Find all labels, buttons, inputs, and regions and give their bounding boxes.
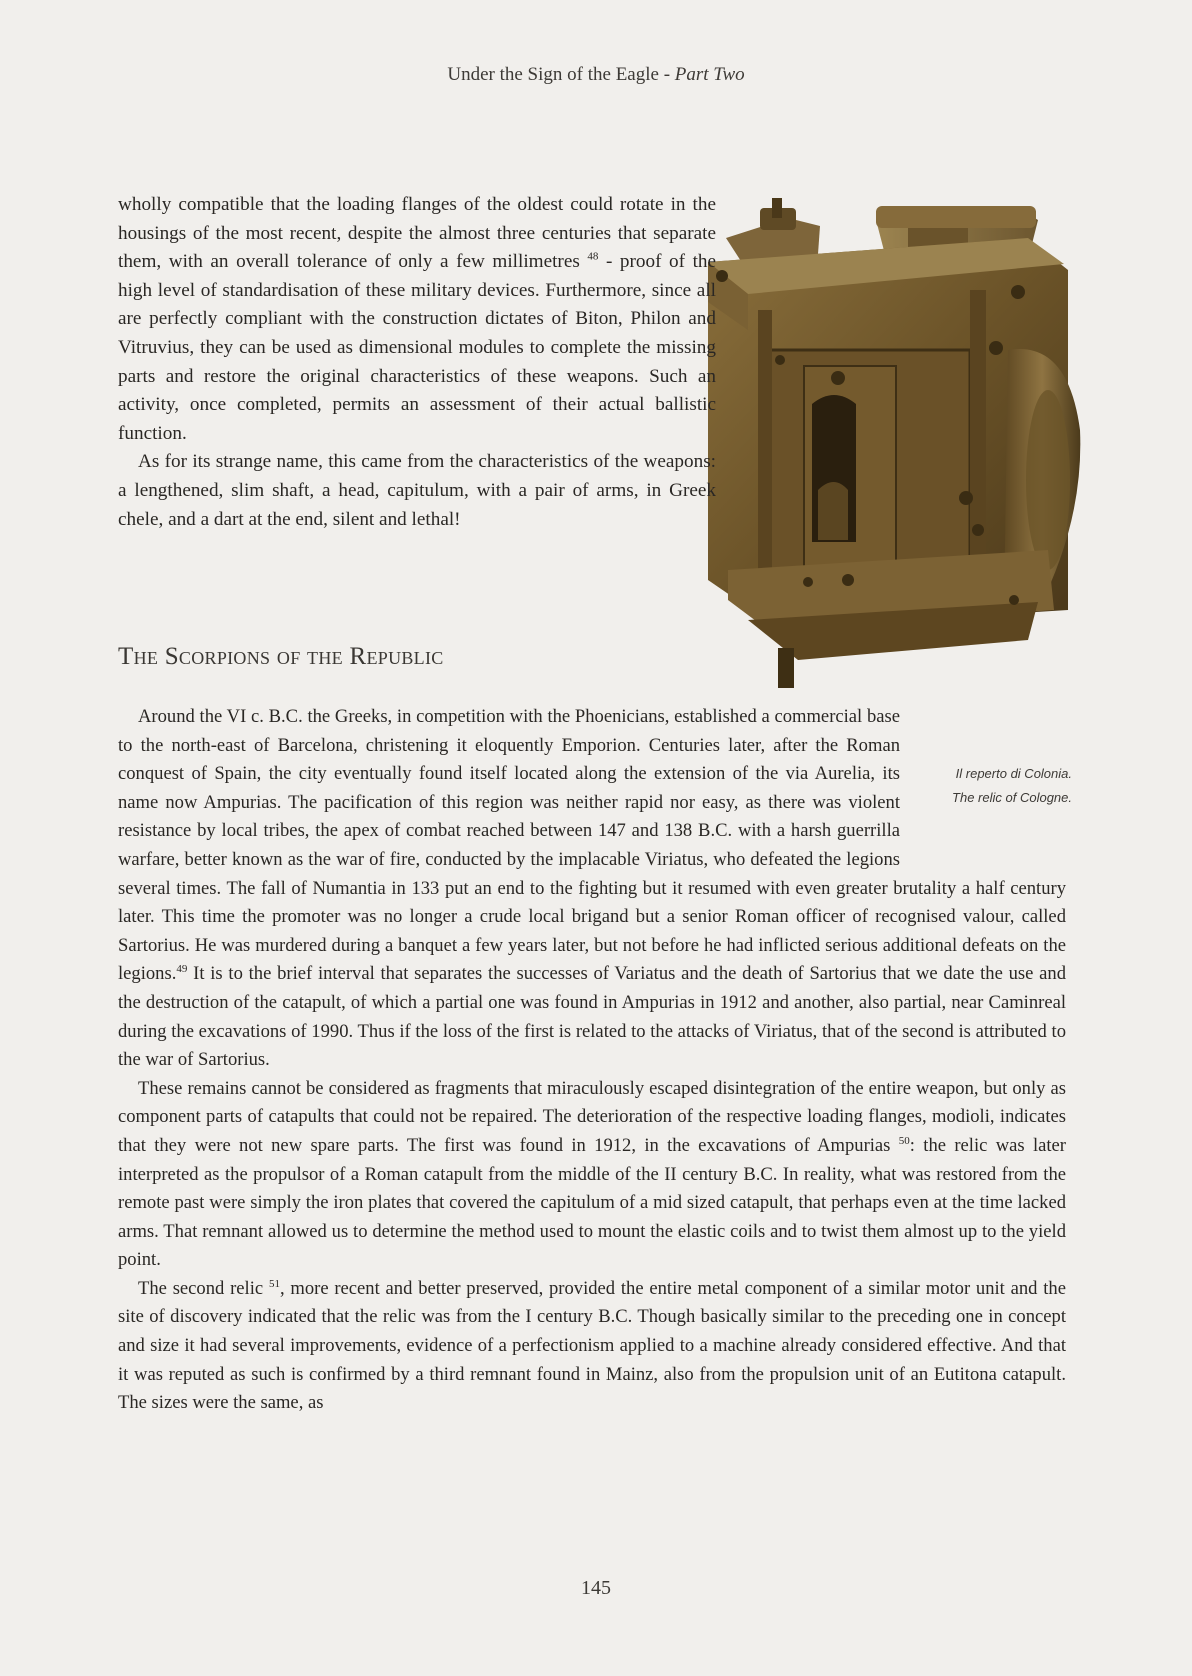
text-run: These remains cannot be considered as fragments that miraculously escaped disintegration of the entire weapon, but only as component parts of catapults that could not be repaired. The deterioration of the respective loading flanges, modioli, indicates that they were not new spare parts. The first was found in 1912, in the excavations of Ampurias <box>118 1077 1066 1156</box>
top-column-text <box>118 191 716 534</box>
catapult-relic-illustration <box>708 190 1136 715</box>
paragraph <box>118 191 716 448</box>
footnote-ref: 51 <box>268 1277 280 1290</box>
part-label: Part Two <box>674 64 745 85</box>
section-heading: The Scorpions of the Republic <box>118 643 444 670</box>
footnote-ref: 50 <box>898 1134 910 1147</box>
text-run: Around the VI c. B.C. the Greeks, in competition with the Phoenicians, established a commercial base to the north-east of Barcelona, christening it eloquently Emporion. Centuries later, after the Roman conquest of Spain, the city eventually found itself located along the extension of the via Aurelia, its name now Ampurias. The pacification of this region was neither rapid nor easy, as there was violent resistance by local tribes, the apex of combat reached between 147 and 138 B.C. with a harsh guerrilla warfare, better known as the war of fire, conducted by the implacable Viriatus, who defeated the legions several times. The fall of Numantia in 133 put an end to the fighting but it resumed with even greater brutality a half century later. This time the promoter was no longer a crude local brigand but a senior Roman officer of recognised valour, called Sartorius. He was murdered during a banquet a few years later, but not before he had inflicted serious additional defeats on the legions. <box>118 706 1066 985</box>
text-run: It is to the brief interval that separates the successes of Variatus and the death of Sartorius that we date the use and the destruction of the catapult, of which a partial one was found in Ampurias in 1912 and another, also partial, near Caminreal during the excavations of 1990. Thus if the loss of the first is related to the attacks of Viriatus, that of the second is attributed to the war of Sartorius. <box>118 963 1066 1071</box>
paragraph <box>118 1075 1066 1275</box>
page-number: 145 <box>581 1577 611 1599</box>
footnote-ref: 49 <box>176 963 188 976</box>
footnote-ref: 48 <box>587 250 599 263</box>
running-head-separator: - <box>663 64 671 85</box>
paragraph <box>118 1275 1066 1418</box>
body-text <box>118 703 1066 1418</box>
catapult-relic-photo <box>708 190 1136 715</box>
running-head <box>0 64 1192 86</box>
book-title: Under the Sign of the Eagle <box>447 64 659 85</box>
paragraph: As for its strange name, this came from the characteristics of the weapons: a lengthened, slim shaft, a head, capitulum, with a pair of arms, in Greek chele, and a dart at the end, silent and lethal! <box>118 451 716 530</box>
text-run: , more recent and better preserved, provided the entire metal component of a similar motor unit and the site of discovery indicated that the relic was from the I century B.C. Though basically similar to the preceding one in concept and size it had several improvements, evidence of a perfectionism applied to a machine already considered effective. And that it was reputed as such is confirmed by a third remnant found in Mainz, also from the propulsion unit of an Eutitona catapult. The sizes were the same, as <box>118 1277 1066 1414</box>
caption-gutter <box>900 703 1066 857</box>
text-run: : the relic was later interpreted as the propulsor of a Roman catapult from the middle of the II century B.C. In reality, what was restored from the remote past were simply the iron plates that covered the capitulum of a mid sized catapult, that perhaps even at the time lacked arms. That remnant allowed us to determine the method used to mount the elastic coils and to twist them almost up to the yield point. <box>118 1134 1066 1271</box>
caption-english: The relic of Cologne. <box>952 790 1072 805</box>
caption-italian: Il reperto di Colonia. <box>955 766 1072 781</box>
text-run: The second relic <box>138 1277 264 1299</box>
text-run: wholly compatible that the loading flanges of the oldest could rotate in the housings of the most recent, despite the almost three centuries that separate them, with an overall tolerance of only a few millimetres <box>118 194 716 273</box>
text-run: - proof of the high level of standardisation of these military devices. Furthermore, since all are perfectly compliant with the construction dictates of Biton, Philon and Vitruvius, they can be used as dimensional modules to complete the missing parts and restore the original characteristics of these weapons. Such an activity, once completed, permits an assessment of their actual ballistic function. <box>118 251 717 444</box>
